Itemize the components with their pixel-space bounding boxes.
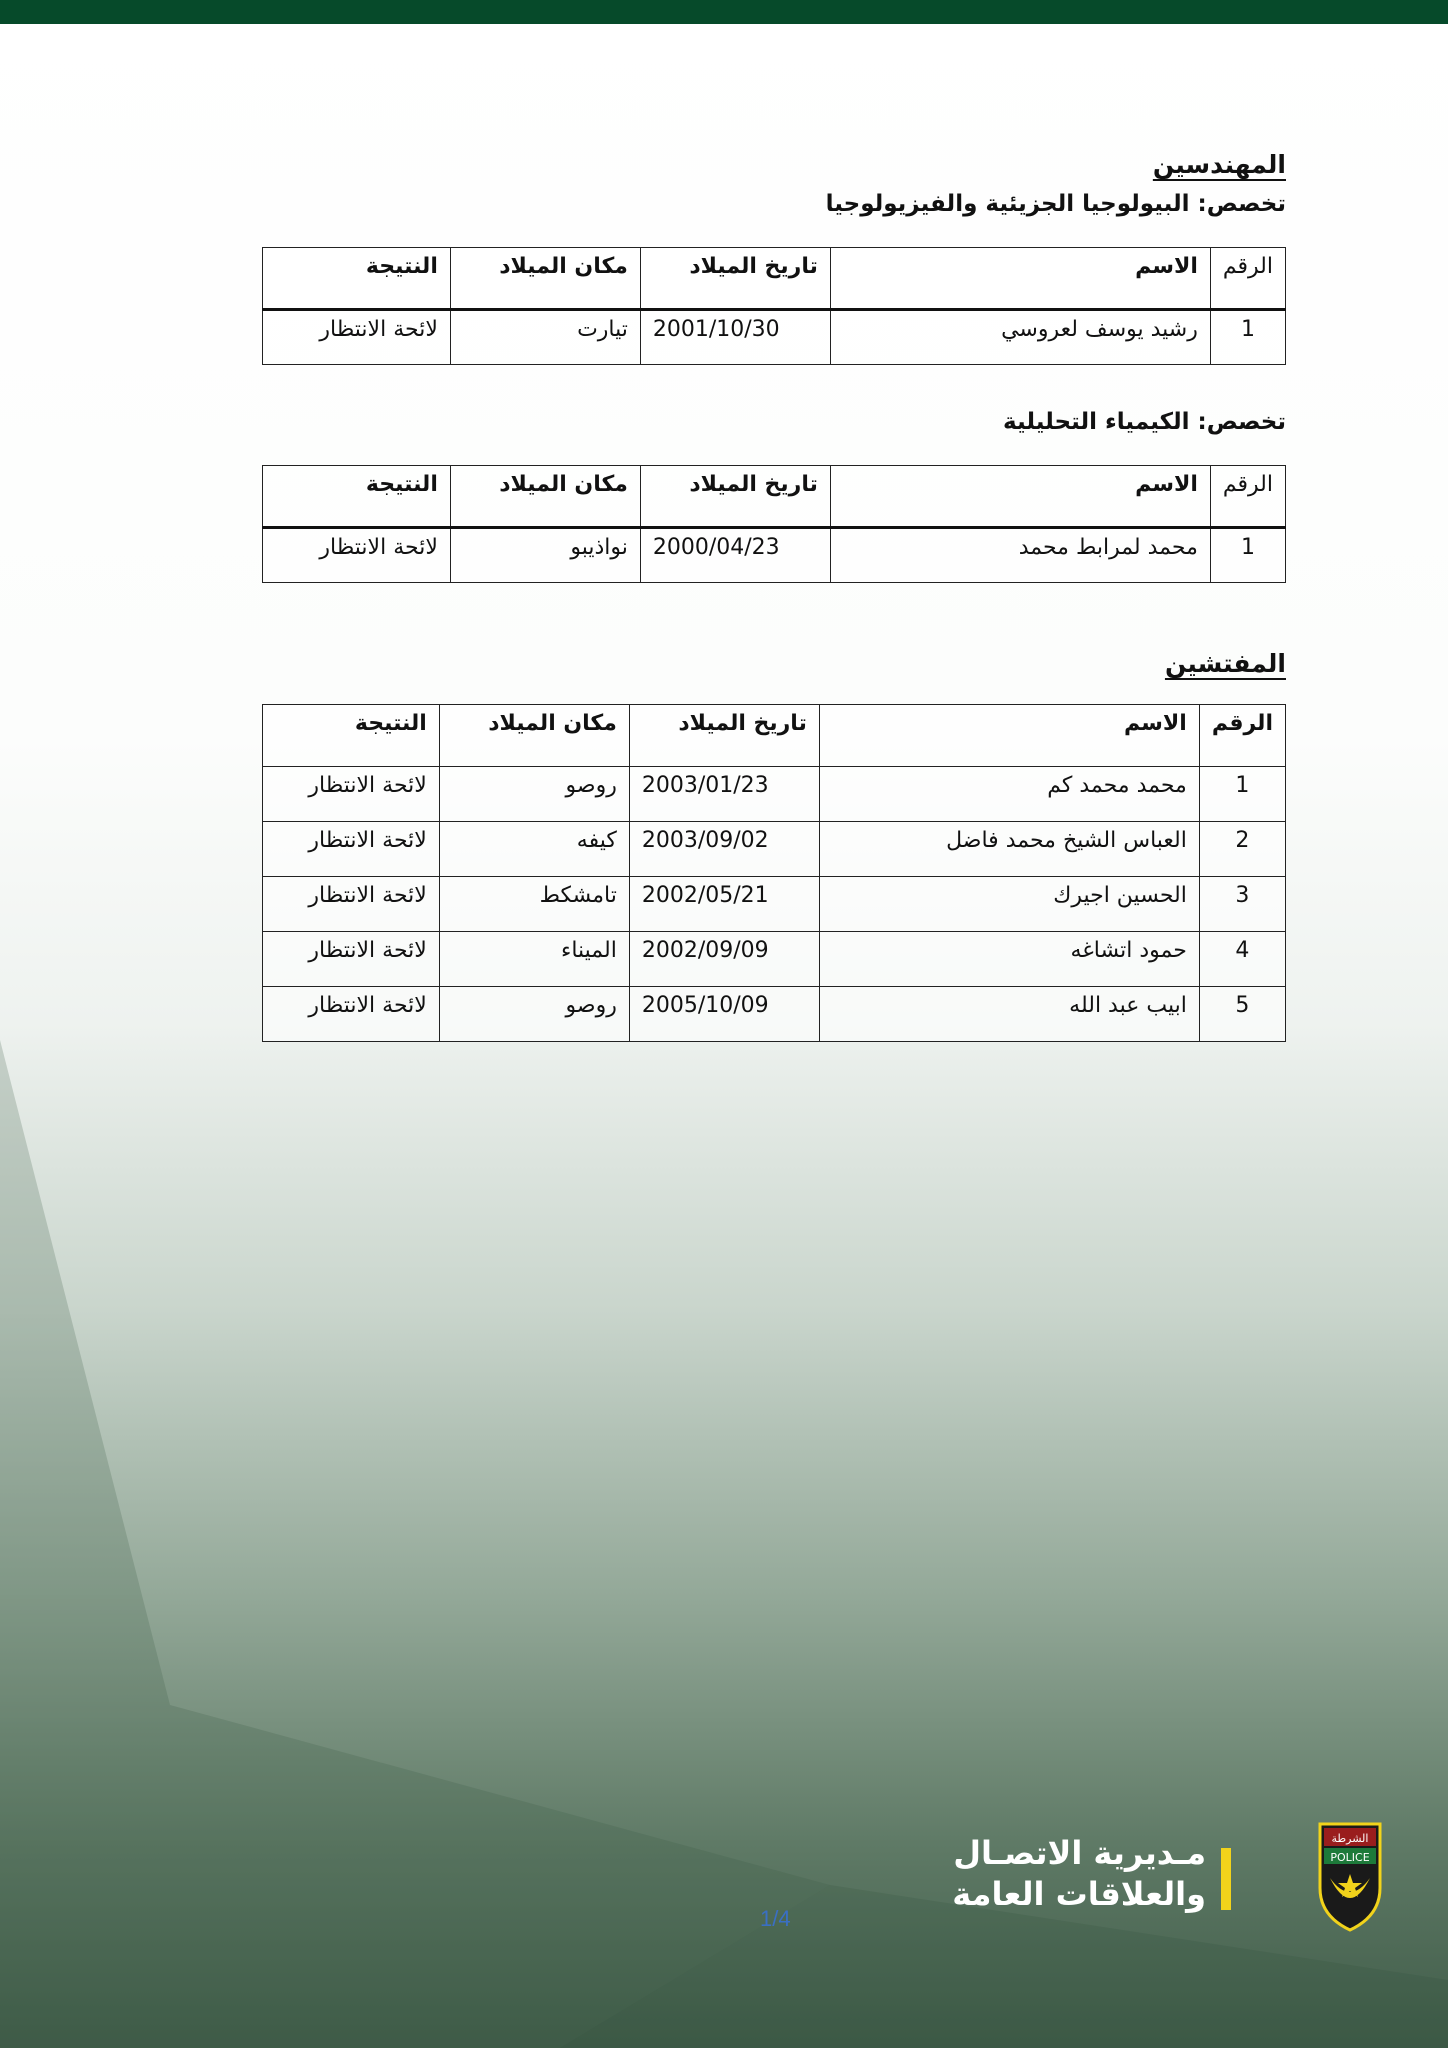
engineers-biology-table [262,247,1286,365]
table-row [263,822,1286,877]
cell-name: محمد لمرابط محمد [830,528,1210,583]
col-header-dob: تاريخ الميلاد [640,466,830,528]
cell-result: لائحة الانتظار [263,767,440,822]
cell-place: تيارت [450,310,640,365]
cell-num: 4 [1199,932,1285,987]
col-header-place: مكان الميلاد [450,248,640,310]
col-header-num: الرقم [1199,705,1285,767]
cell-dob: 2002/05/21 [629,877,819,932]
col-header-place: مكان الميلاد [439,705,629,767]
engineers-chemistry-table [262,465,1286,583]
cell-place: تامشكط [439,877,629,932]
cell-num: 2 [1199,822,1285,877]
cell-num: 3 [1199,877,1285,932]
cell-result: لائحة الانتظار [263,822,440,877]
specialty-analytical-chemistry: تخصص: الكيمياء التحليلية [1003,409,1286,435]
police-badge-icon [1314,1818,1386,1934]
specialty-molecular-biology: تخصص: البيولوجيا الجزيئية والفيزيولوجيا [825,191,1286,217]
cell-name: حمود اتشاغه [819,932,1199,987]
col-header-num: الرقم [1210,466,1285,528]
cell-dob: 2005/10/09 [629,987,819,1042]
col-header-result: النتيجة [263,466,451,528]
table-row [263,767,1286,822]
col-header-dob: تاريخ الميلاد [629,705,819,767]
engineers-heading: المهندسين [1152,150,1286,179]
col-header-dob: تاريخ الميلاد [640,248,830,310]
page-number: 1/4 [760,1906,791,1931]
cell-num: 1 [1199,767,1285,822]
cell-result: لائحة الانتظار [263,310,451,365]
col-header-place: مكان الميلاد [450,466,640,528]
col-header-name: الاسم [830,248,1210,310]
cell-dob: 2000/04/23 [640,528,830,583]
org-name-line2: والعلاقات العامة [952,1875,1206,1913]
inspectors-table [262,704,1286,1042]
cell-result: لائحة الانتظار [263,987,440,1042]
cell-name: العباس الشيخ محمد فاضل [819,822,1199,877]
cell-dob: 2001/10/30 [640,310,830,365]
footer-logo [952,1818,1386,1938]
cell-dob: 2003/09/02 [629,822,819,877]
table-header-row [263,466,1286,528]
inspectors-heading: المفتشين [1164,649,1286,678]
cell-place: روصو [439,767,629,822]
top-bar [0,0,1448,24]
cell-dob: 2002/09/09 [629,932,819,987]
badge-top-text: الشرطة [1331,1832,1369,1845]
col-header-result: النتيجة [263,705,440,767]
cell-num: 1 [1210,310,1285,365]
cell-dob: 2003/01/23 [629,767,819,822]
col-header-result: النتيجة [263,248,451,310]
table-row [263,877,1286,932]
table-header-row [263,248,1286,310]
col-header-name: الاسم [830,466,1210,528]
cell-name: ابيب عبد الله [819,987,1199,1042]
table-row [263,987,1286,1042]
cell-result: لائحة الانتظار [263,528,451,583]
cell-name: رشيد يوسف لعروسي [830,310,1210,365]
org-name-line1: مـديرية الاتصـال [953,1834,1206,1872]
cell-place: نواذيبو [450,528,640,583]
cell-result: لائحة الانتظار [263,877,440,932]
cell-place: روصو [439,987,629,1042]
cell-name: الحسين اجيرك [819,877,1199,932]
col-header-num: الرقم [1210,248,1285,310]
table-header-row [263,705,1286,767]
table-row [263,932,1286,987]
table-row [263,528,1286,583]
cell-name: محمد محمد كم [819,767,1199,822]
cell-num: 5 [1199,987,1285,1042]
cell-num: 1 [1210,528,1285,583]
table-row [263,310,1286,365]
accent-bar [1221,1848,1231,1910]
cell-result: لائحة الانتظار [263,932,440,987]
badge-police-text: POLICE [1330,1851,1370,1864]
cell-place: كيفه [439,822,629,877]
col-header-name: الاسم [819,705,1199,767]
document-body [262,150,1286,1042]
cell-place: الميناء [439,932,629,987]
